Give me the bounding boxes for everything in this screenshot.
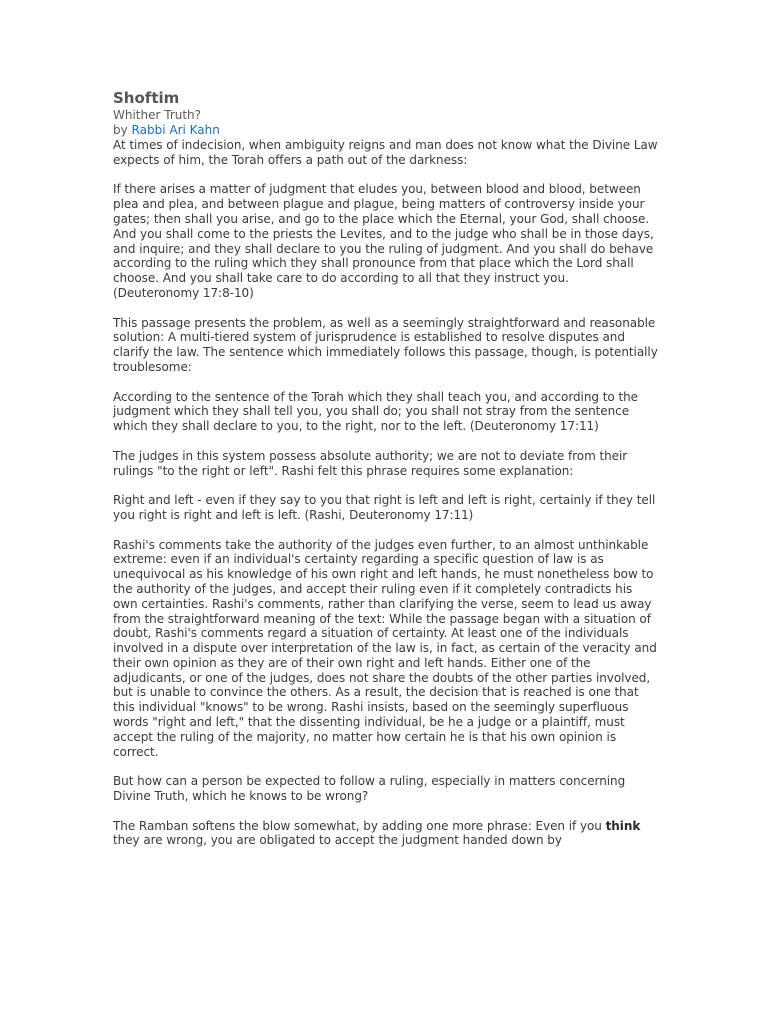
article-subtitle: Whither Truth? bbox=[113, 108, 202, 122]
byline-prefix: by bbox=[113, 123, 132, 137]
emphasis-think: think bbox=[605, 818, 641, 833]
paragraph-text: The Ramban softens the blow somewhat, by adding one more phrase: Even if you bbox=[113, 818, 606, 833]
paragraph: The judges in this system possess absolute authority; we are not to deviate from their rulings "to the right or left". Rashi felt this phrase requires some explanation: bbox=[113, 448, 628, 478]
paragraph: Right and left - even if they say to you that right is left and left is right, certainly if they tell you right is right and left is left. (Rashi, Deuteronomy 17:11) bbox=[113, 493, 656, 522]
paragraph: Rashi's comments take the authority of the judges even further, to an almost unthinkable extreme: even if an individual's certainty regarding a specific question of law is as unequivocal as his knowledge of his own right and left hands, he must nonetheless bow to the authority of the judges, and accept their ruling even if it completely contradicts his own certainties. Rashi's comments, rather than clarifying the verse, seem to lead us away from the straightforward meaning of the text: While the passage began with a situation of doubt, Rashi's comments regard a situation of certainty. At least one of the individuals involved in a dispute over interpretation of the law is, in fact, as certain of the veracity and their own opinion as they are of their own right and left hands. Either one of the adjudicants, or one of the judges, does not share the doubts of the other parties involved, but is unable to convince the others. As a result, the decision that is reached is one that this individual "knows" to be wrong. Rashi insists, based on the seemingly superfluous words "right and left," that the dissenting individual, be he a judge or a plaintiff, must accept the ruling of the majority, no matter how certain he is that his own opinion is correct. bbox=[113, 537, 657, 759]
paragraph: According to the sentence of the Torah which they shall teach you, and according to the judgment which they shall tell you, you shall do; you shall not stray from the sentence which they shall declare to you, to the right, nor to the left. (Deuteronomy 17:11) bbox=[113, 389, 638, 434]
article bbox=[113, 89, 658, 863]
byline bbox=[113, 123, 658, 138]
author-link[interactable]: Rabbi Ari Kahn bbox=[131, 123, 220, 137]
paragraph: At times of indecision, when ambiguity reigns and man does not know what the Divine Law expects of him, the Torah offers a path out of the darkness: bbox=[113, 138, 658, 167]
paragraph: If there arises a matter of judgment that eludes you, between blood and blood, between plea and plea, and between plague and plague, being matters of controversy inside your gates; then shall you arise, and go to the place which the Eternal, your God, shall choose. And you shall come to the priests the Levites, and to the judge who shall be in those days, and inquire; and they shall declare to you the ruling of judgment. And you shall do behave according to the ruling which they shall pronounce from that place which the Lord shall choose. And you shall take care to do according to all that they instruct you. (Deuteronomy 17:8-10) bbox=[113, 182, 654, 300]
article-title: Shoftim bbox=[113, 89, 180, 107]
paragraph: This passage presents the problem, as well as a seemingly straightforward and reasonable solution: A multi-tiered system of jurisprudence is established to resolve disputes and clarify the law. The sentence which immediately follows this passage, though, is potentially troublesome: bbox=[113, 315, 658, 374]
paragraph: But how can a person be expected to follow a ruling, especially in matters concerning Divine Truth, which he knows to be wrong? bbox=[113, 774, 626, 804]
paragraph-text: they are wrong, you are obligated to accept the judgment handed down by bbox=[113, 833, 562, 848]
paragraph-last bbox=[113, 819, 658, 849]
